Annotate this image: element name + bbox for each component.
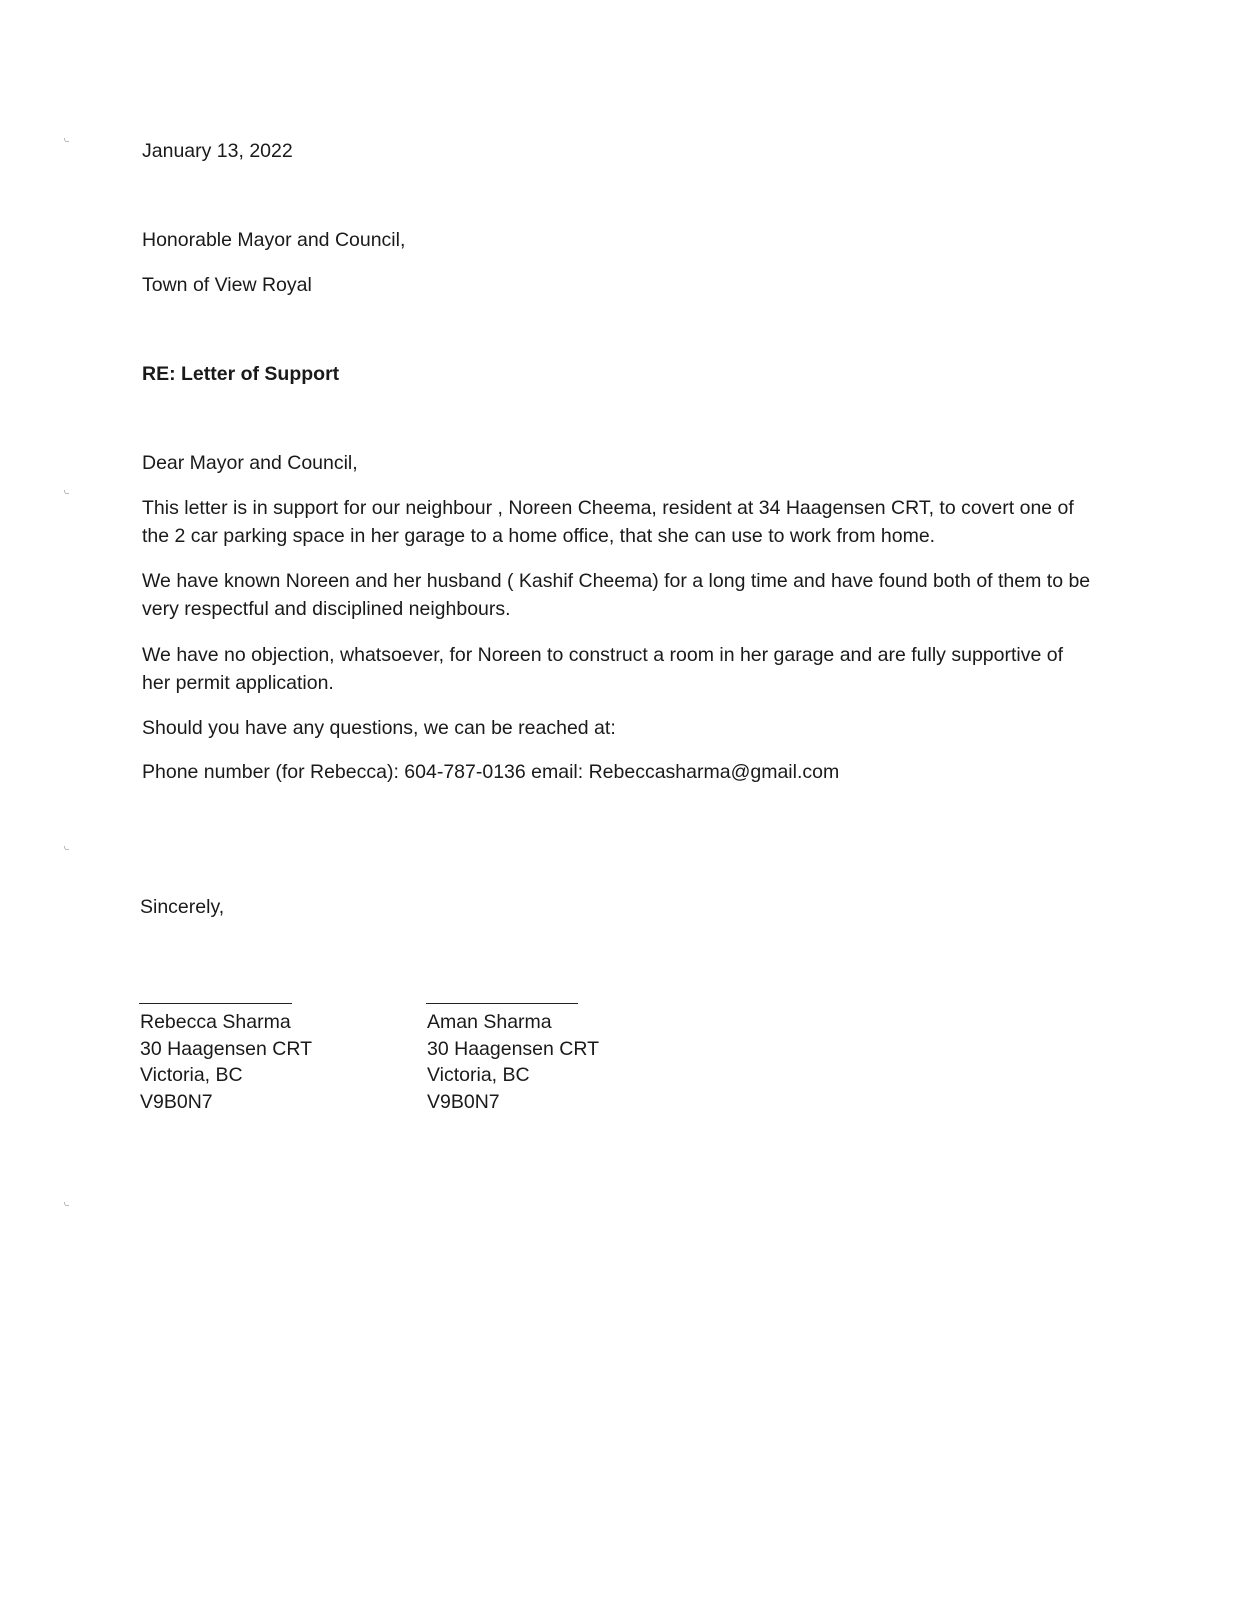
signatory-name: Aman Sharma	[427, 1011, 552, 1033]
signatory-city: Victoria, BC	[140, 1064, 243, 1086]
signatory-name: Rebecca Sharma	[140, 1011, 291, 1033]
signatory-city: Victoria, BC	[427, 1064, 530, 1086]
signatory-block	[140, 1009, 312, 1115]
recipient-line-2: Town of View Royal	[142, 274, 312, 296]
signature-line	[139, 1003, 292, 1004]
signature-line	[426, 1003, 578, 1004]
signatory-street: 30 Haagensen CRT	[427, 1037, 599, 1060]
signatory-street: 30 Haagensen CRT	[140, 1037, 312, 1060]
signatory-block	[427, 1009, 599, 1115]
body-paragraph: We have known Noreen and her husband ( Kashif Cheema) for a long time and have found both of them to be very respectful and disciplined neighbours.	[142, 570, 1091, 620]
letter-date: January 13, 2022	[142, 140, 293, 162]
scan-mark	[64, 1202, 69, 1206]
scan-mark	[64, 138, 69, 142]
letter-subject: RE: Letter of Support	[142, 363, 340, 385]
recipient-line-1: Honorable Mayor and Council,	[142, 229, 406, 251]
contact-line-cropped	[142, 758, 902, 783]
letter-closing: Sincerely,	[140, 896, 225, 918]
signatory-postal: V9B0N7	[427, 1090, 500, 1113]
contact-line: Phone number (for Rebecca): 604-787-0136 email: Rebeccasharma@gmail.com	[142, 761, 840, 783]
body-paragraph: Should you have any questions, we can be reached at:	[142, 717, 616, 739]
body-paragraph: We have no objection, whatsoever, for Noreen to construct a room in her garage and are fully supportive of her permit application.	[142, 644, 1063, 694]
letter-salutation: Dear Mayor and Council,	[142, 452, 358, 474]
body-paragraph: This letter is in support for our neighbour , Noreen Cheema, resident at 34 Haagensen CRT, to covert one of the 2 car parking space in her garage to a home office, that she can use to work from home.	[142, 497, 1074, 547]
scan-mark	[64, 846, 69, 850]
signatory-postal: V9B0N7	[140, 1090, 213, 1113]
scan-mark	[64, 490, 69, 494]
